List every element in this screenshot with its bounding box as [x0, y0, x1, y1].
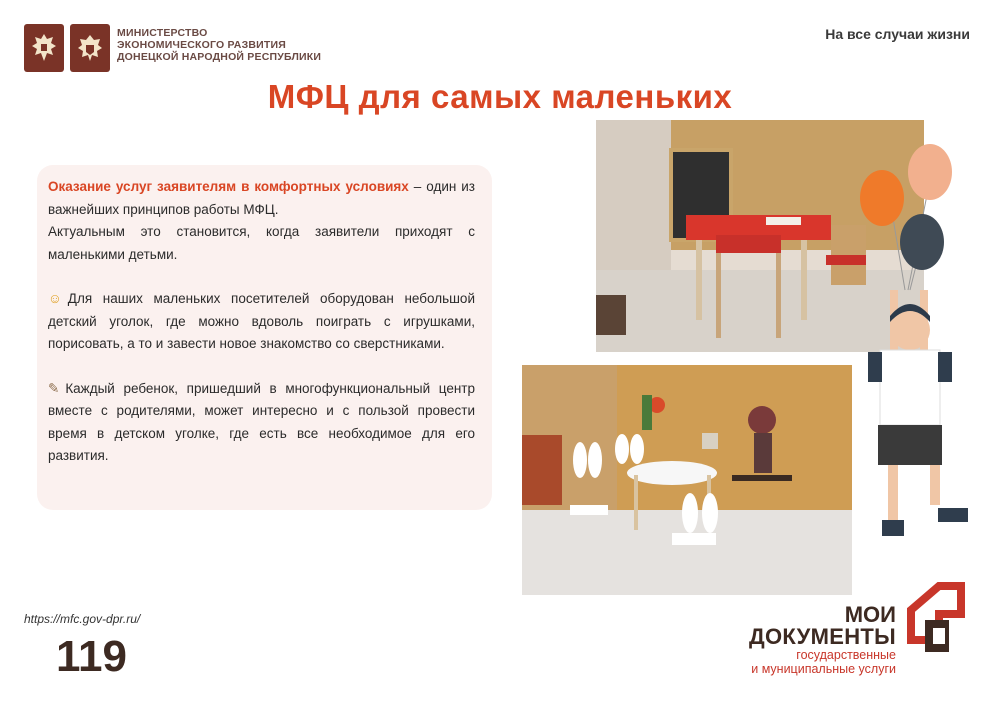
content-text — [48, 176, 475, 490]
my-documents-logo-icon — [905, 580, 967, 658]
ministry-line: ЭКОНОМИЧЕСКОГО РАЗВИТИЯ — [117, 39, 287, 51]
russia-emblem-icon — [24, 24, 64, 72]
page-title: МФЦ для самых маленьких — [267, 78, 733, 115]
ministry-line: ДОНЕЦКОЙ НАРОДНОЙ РЕСПУБЛИКИ — [117, 51, 322, 63]
highlight-text: Оказание услуг заявителям в комфортных условиях — [48, 179, 409, 194]
paragraph-text: Каждый ребенок, пришедший в многофункциональный центр вместе с родителями, может интересно и с пользой провести время в детском уголке, где есть все необходимое для его развития. — [48, 380, 475, 463]
smiley-icon: ☺ — [48, 291, 62, 306]
paragraph-text: Для наших маленьких посетителей оборудован небольшой детский уголок, где можно вдоволь поиграть с игрушками, порисовать, а то и завести новое знакомство со сверстниками. — [48, 291, 475, 351]
website-url[interactable]: https://mfc.gov-dpr.ru/ — [24, 612, 141, 626]
logo-line: и муниципальные услуги — [751, 662, 896, 676]
logo-line: государственные — [796, 648, 896, 662]
logo-line: ДОКУМЕНТЫ — [748, 624, 896, 649]
toy-icon: ✎ — [48, 380, 60, 396]
logo-subtitle — [751, 648, 896, 676]
my-documents-logo-text — [749, 604, 896, 648]
page-number: 119 — [56, 632, 127, 681]
dpr-emblem-icon — [70, 24, 110, 72]
slogan: На все случаи жизни — [825, 26, 970, 42]
logo-line: МОИ — [844, 602, 896, 627]
paragraph-text: – один из важнейших принципов работы МФЦ. — [48, 179, 475, 217]
ministry-name — [117, 27, 321, 63]
paragraph-text: Актуальным это становится, когда заявители приходят с маленькими детьми. — [48, 224, 475, 262]
boy-with-balloons-illustration — [850, 140, 980, 580]
ministry-line: МИНИСТЕРСТВО — [117, 27, 208, 39]
photo-kids-corner-bunny-chairs — [522, 365, 852, 595]
